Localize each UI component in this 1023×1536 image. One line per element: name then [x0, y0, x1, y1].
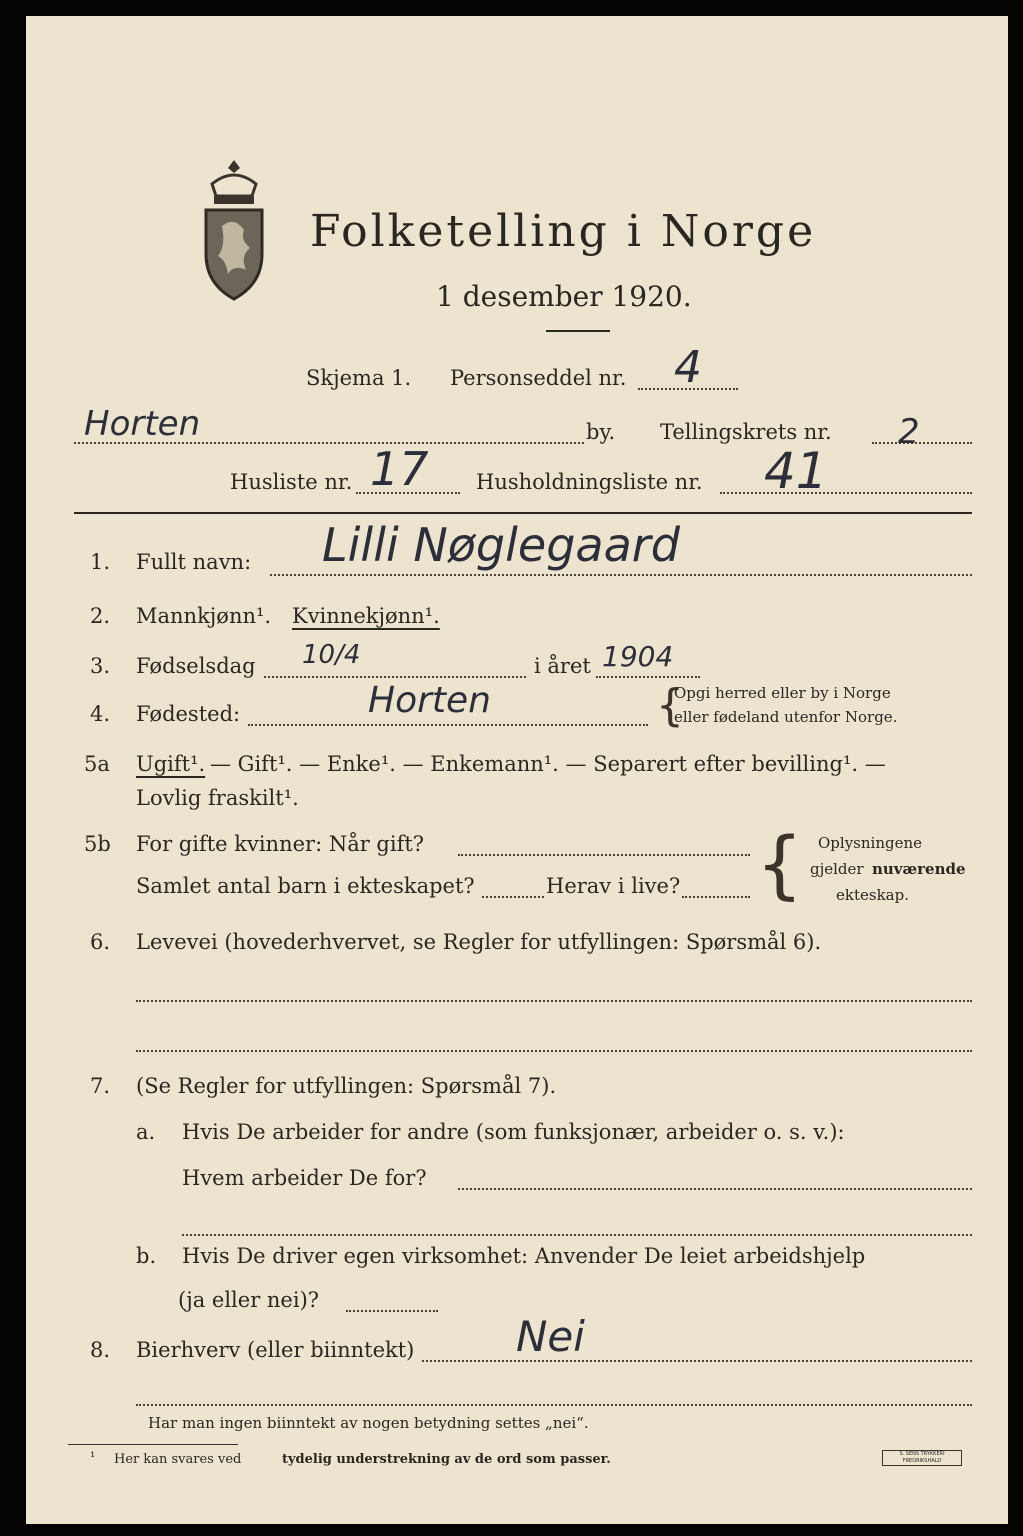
personseddel-label: Personseddel nr. — [450, 366, 627, 390]
fodselsdag-line — [264, 676, 526, 678]
fodested-brace: { — [656, 680, 684, 731]
footnote-rule — [68, 1444, 238, 1445]
by-value[interactable]: Horten — [84, 404, 201, 444]
by-line — [74, 442, 584, 444]
q1-label: Fullt navn: — [136, 550, 252, 574]
footnote-mark: ¹ — [90, 1450, 96, 1465]
q7b-text: Hvis De driver egen virksomhet: Anvender De leiet arbeidshjelp — [182, 1244, 866, 1268]
personseddel-value[interactable]: 4 — [674, 342, 702, 393]
q1-line — [270, 574, 972, 576]
ugift-option[interactable]: Ugift¹. — [136, 752, 206, 776]
q1-number: 1. — [90, 550, 111, 574]
biinntekt-note: Har man ingen biinntekt av nogen betydning settes „nei“. — [148, 1414, 589, 1432]
tellingskrets-label: Tellingskrets nr. — [660, 420, 832, 444]
q5b-number: 5b — [84, 832, 111, 856]
year-label: i året — [534, 654, 591, 678]
kvinnekjonn-label[interactable]: Kvinnekjønn¹. — [292, 604, 440, 628]
ekteskap-note-2a: gjelder — [810, 860, 864, 878]
q4-number: 4. — [90, 702, 111, 726]
census-date: 1 desember 1920. — [436, 280, 692, 313]
hvem-arbeider-line — [458, 1188, 972, 1190]
herav-i-live-label: Herav i live? — [546, 874, 681, 898]
header-rule — [74, 512, 972, 514]
census-form — [26, 16, 1008, 1524]
printer-stamp: S. SENS TRYKKERI FREDRIKSHALD — [882, 1450, 962, 1466]
herav-i-live-line — [682, 896, 750, 898]
year-line — [596, 676, 700, 678]
footnote-text-b: tydelig understrekning av de ord som passer. — [282, 1452, 611, 1467]
coat-of-arms-icon — [194, 154, 274, 309]
q2-number: 2. — [90, 604, 111, 628]
q3-number: 3. — [90, 654, 111, 678]
q7a-letter: a. — [136, 1120, 156, 1144]
hvem-arbeider-line-2 — [182, 1234, 972, 1236]
antal-barn-line — [482, 896, 544, 898]
lovlig-fraskilt-option: Lovlig fraskilt¹. — [136, 786, 299, 810]
husliste-value[interactable]: 17 — [370, 442, 429, 496]
footnote-text-a: Her kan svares ved — [114, 1452, 242, 1467]
sivilstand-options: — Gift¹. — Enke¹. — Enkemann¹. — Separert efter bevilling¹. — — [210, 752, 886, 776]
bierhverv-label: Bierhverv (eller biinntekt) — [136, 1338, 415, 1362]
q6-number: 6. — [90, 930, 111, 954]
q7-label: (Se Regler for utfyllingen: Spørsmål 7). — [136, 1074, 557, 1098]
q7-number: 7. — [90, 1074, 111, 1098]
hvem-arbeider-label: Hvem arbeider De for? — [182, 1166, 427, 1190]
bierhverv-line-2 — [136, 1404, 972, 1406]
q7a-text: Hvis De arbeider for andre (som funksjonær, arbeider o. s. v.): — [182, 1120, 845, 1144]
husholdningsliste-label: Husholdningsliste nr. — [476, 470, 703, 494]
tellingskrets-line — [872, 442, 972, 444]
skjema-label: Skjema 1. — [306, 366, 412, 390]
husholdningsliste-line — [720, 492, 972, 494]
bierhverv-value[interactable]: Nei — [516, 1312, 585, 1361]
levevei-line-1 — [136, 1000, 972, 1002]
fodested-note-1: Opgi herred eller by i Norge — [674, 684, 891, 702]
antal-barn-label: Samlet antal barn i ekteskapet? — [136, 874, 475, 898]
nar-gift-label: For gifte kvinner: Når gift? — [136, 832, 425, 856]
q7b-letter: b. — [136, 1244, 157, 1268]
full-name-value[interactable]: Lilli Nøglegaard — [322, 518, 680, 572]
title-divider — [546, 330, 610, 332]
year-value[interactable]: 1904 — [602, 640, 674, 673]
nar-gift-line — [458, 854, 750, 856]
form-title: Folketelling i Norge — [310, 206, 817, 257]
bierhverv-line — [422, 1360, 972, 1362]
ja-eller-nei-label: (ja eller nei)? — [178, 1288, 320, 1312]
husholdningsliste-value[interactable]: 41 — [764, 442, 828, 500]
ekteskap-note-2b: nuværende — [872, 860, 966, 878]
levevei-line-2 — [136, 1050, 972, 1052]
tellingskrets-value[interactable]: 2 — [898, 412, 920, 452]
fodested-line — [248, 724, 648, 726]
ekteskap-note-1: Oplysningene — [818, 834, 923, 852]
fodested-label: Fødested: — [136, 702, 241, 726]
fodested-value[interactable]: Horten — [368, 680, 491, 721]
q8-number: 8. — [90, 1338, 111, 1362]
ekteskap-note-3: ekteskap. — [836, 886, 909, 904]
fodselsdag-value[interactable]: 10/4 — [302, 640, 361, 670]
ja-eller-nei-line — [346, 1310, 438, 1312]
fodested-note-2: eller fødeland utenfor Norge. — [674, 708, 898, 726]
by-label: by. — [586, 420, 616, 444]
q5a-number: 5a — [84, 752, 110, 776]
husliste-label: Husliste nr. — [230, 470, 353, 494]
levevei-label: Levevei (hovederhvervet, se Regler for utfyllingen: Spørsmål 6). — [136, 930, 822, 954]
fodselsdag-label: Fødselsdag — [136, 654, 256, 678]
ekteskap-brace: { — [756, 822, 804, 908]
mannkjonn-label: Mannkjønn¹. — [136, 604, 272, 628]
